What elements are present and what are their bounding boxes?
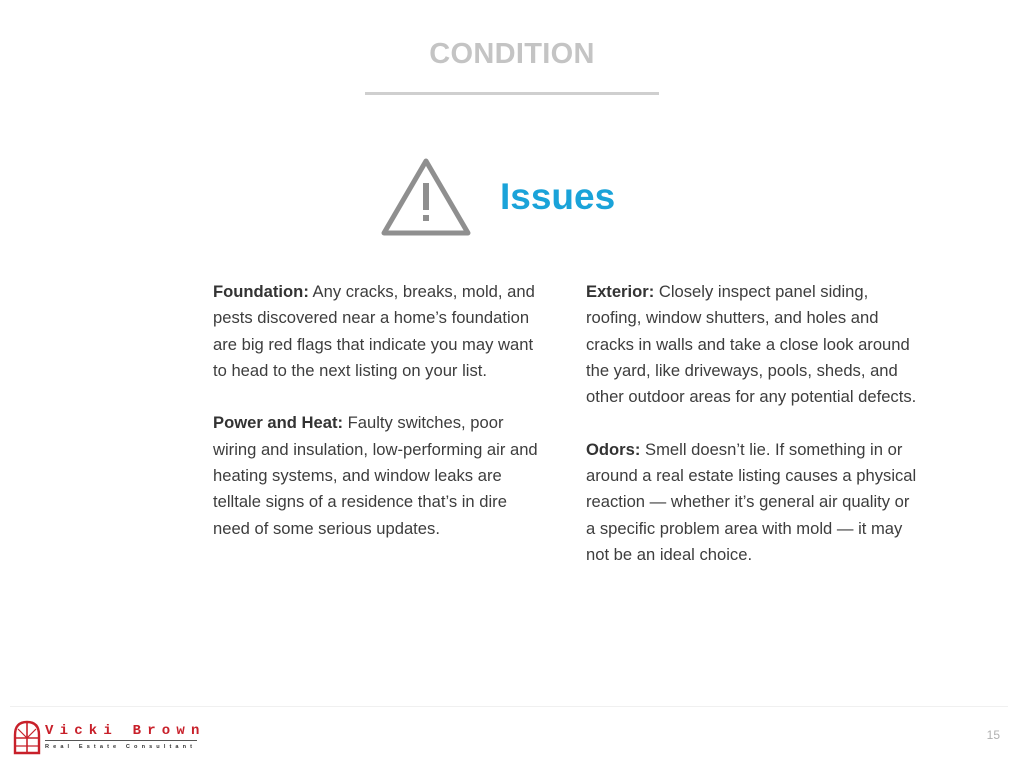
exterior-paragraph [586,279,921,410]
company-logo [12,719,206,757]
title-divider [365,92,659,95]
power-heat-paragraph [213,410,548,541]
footer-divider [10,706,1008,707]
foundation-text: Any cracks, breaks, mold, and pests discovered near a home’s foundation are big red flags that indicate you may want to head to the next listing on your list. [213,282,535,380]
exterior-label: Exterior: [586,282,655,301]
section-heading: Issues [500,176,616,217]
warning-triangle-icon [380,156,472,238]
power-heat-text: Faulty switches, poor wiring and insulation, low-performing air and heating systems, and window leaks are telltale signs of a residence that’s in dire need of some serious updates. [213,413,538,538]
page-number: 15 [986,728,1000,742]
right-column [586,279,921,595]
logo-divider [45,740,197,741]
exterior-text: Closely inspect panel siding, roofing, window shutters, and holes and cracks in walls and take a close look around the yard, like driveways, pools, sheds, and other outdoor areas for any potential defects. [586,282,917,407]
foundation-paragraph [213,279,548,384]
odors-label: Odors: [586,439,641,459]
odors-paragraph [586,437,921,568]
foundation-label: Foundation: [213,282,309,301]
slide-title: CONDITION [429,38,595,70]
odors-text: Smell doesn’t lie. If something in or around a real estate listing causes a physical reaction — whether it’s general air quality or a specific problem area with mold — it may not be an ideal choice. [586,439,917,564]
logo-name: Vicki Brown [45,723,206,739]
power-heat-label: Power and Heat: [213,413,344,433]
logo-tagline: Real Estate Consultant [45,744,197,750]
window-arch-icon [12,719,42,755]
left-column [213,279,548,568]
